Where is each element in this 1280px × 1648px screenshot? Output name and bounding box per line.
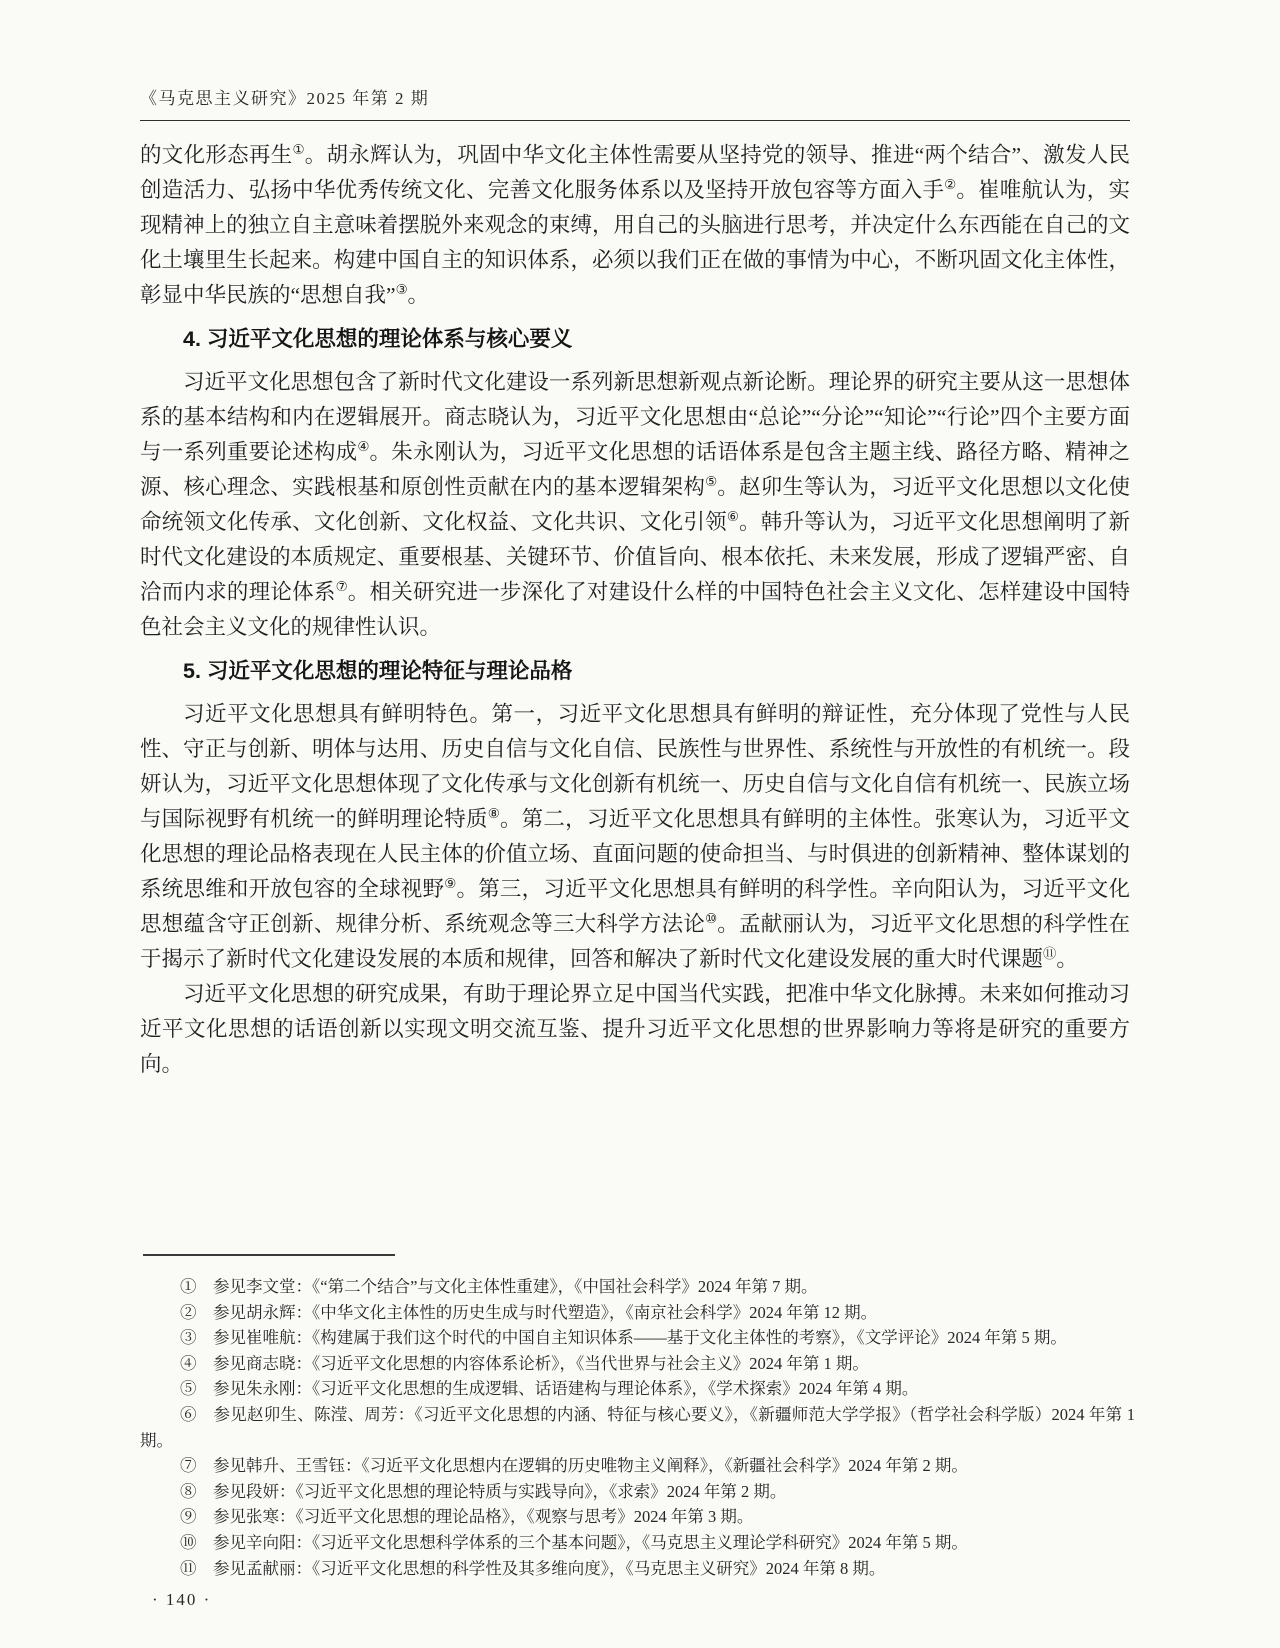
footnote: ⑦ 参见韩升、王雪钰：《习近平文化思想内在逻辑的历史唯物主义阐释》，《新疆社会科学》2024 年第 2 期。 xyxy=(180,1456,968,1476)
body-paragraph: 的文化形态再生①。胡永辉认为，巩固中华文化主体性需要从坚持党的领导、推进“两个结合”、激发人民创造活力、弘扬中华优秀传统文化、完善文化服务体系以及坚持开放包容等方面入手②。崔唯航认为，实现精神上的独立自主意味着摆脱外来观念的束缚，用自己的头脑进行思考，并决定什么东西能在自己的文化土壤里生长起来。构建中国自主的知识体系，必须以我们正在做的事情为中心，不断巩固文化主体性，彰显中华民族的“思想自我”③。 xyxy=(140,141,1130,307)
footnote-ref: ① xyxy=(292,141,305,157)
body-paragraph: 习近平文化思想具有鲜明特色。第一，习近平文化思想具有鲜明的辩证性，充分体现了党性与人民性、守正与创新、明体与达用、历史自信与文化自信、民族性与世界性、系统性与开放性的有机统一。段妍认为，习近平文化思想体现了文化传承与文化创新有机统一、历史自信与文化自信有机统一、民族立场与国际视野有机统一的鲜明理论特质⑧。第二，习近平文化思想具有鲜明的主体性。张寒认为，习近平文化思想的理论品格表现在人民主体的价值立场、直面问题的使命担当、与时俱进的创新精神、整体谋划的系统思维和开放包容的全球视野⑨。第三，习近平文化思想具有鲜明的科学性。辛向阳认为，习近平文化思想蕴含守正创新、规律分析、系统观念等三大科学方法论⑩。孟献丽认为，习近平文化思想的科学性在于揭示了新时代文化建设发展的本质和规律，回答和解决了新时代文化建设发展的重大时代课题⑪。 xyxy=(140,702,1130,971)
footnote: ⑥ 参见赵卯生、陈滢、周芳：《习近平文化思想的内涵、特征与核心要义》，《新疆师范大学学报》（哲学社会科学版）2024 年第 1 期。 xyxy=(140,1404,1135,1450)
footnote-ref: ⑪ xyxy=(1043,945,1057,961)
footnote: ⑧ 参见段妍：《习近平文化思想的理论特质与实践导向》，《求索》2024 年第 2 期。 xyxy=(180,1481,787,1501)
footnote-ref: ⑧ xyxy=(487,805,500,821)
footnote-ref: ⑤ xyxy=(705,473,718,489)
footnote: ② 参见胡永辉：《中华文化主体性的历史生成与时代塑造》，《南京社会科学》2024 年第 12 期。 xyxy=(180,1302,878,1322)
body-paragraph: 习近平文化思想包含了新时代文化建设一系列新思想新观点新论断。理论界的研究主要从这一思想体系的基本结构和内在逻辑展开。商志晓认为，习近平文化思想由“总论”“分论”“知论”“行论”四个主要方面与一系列重要论述构成④。朱永刚认为，习近平文化思想的话语体系是包含主题主线、路径方略、精神之源、核心理念、实践根基和原创性贡献在内的基本逻辑架构⑤。赵卯生等认为，习近平文化思想以文化使命统领文化传承、文化创新、文化权益、文化共识、文化引领⑥。韩升等认为，习近平文化思想阐明了新时代文化建设的本质规定、重要根基、关键环节、价值旨向、根本依托、未来发展，形成了逻辑严密、自洽而内求的理论体系⑦。相关研究进一步深化了对建设什么样的中国特色社会主义文化、怎样建设中国特色社会主义文化的规律性认识。 xyxy=(140,370,1130,639)
section-heading: 4. 习近平文化思想的理论体系与核心要义 xyxy=(183,327,573,351)
footnote-ref: ⑩ xyxy=(705,910,718,926)
body-paragraph: 习近平文化思想的研究成果，有助于理论界立足中国当代实践，把准中华文化脉搏。未来如何推动习近平文化思想的话语创新以实现文明交流互鉴、提升习近平文化思想的世界影响力等将是研究的重要方向。 xyxy=(140,982,1130,1076)
footnote: ⑤ 参见朱永刚：《习近平文化思想的生成逻辑、话语建构与理论体系》，《学术探索》2024 年第 4 期。 xyxy=(180,1379,919,1399)
footnotes-list xyxy=(140,1274,1135,1581)
footnote: ⑩ 参见辛向阳：《习近平文化思想科学体系的三个基本问题》，《马克思主义理论学科研究》2024 年第 5 期。 xyxy=(180,1532,968,1552)
footnote: ⑪ 参见孟献丽：《习近平文化思想的科学性及其多维向度》，《马克思主义研究》2024 年第 8 期。 xyxy=(180,1558,886,1578)
section-heading: 5. 习近平文化思想的理论特征与理论品格 xyxy=(183,659,573,683)
footnote-ref: ② xyxy=(944,176,957,192)
footnote: ④ 参见商志晓：《习近平文化思想的内容体系论析》，《当代世界与社会主义》2024 年第 1 期。 xyxy=(180,1353,869,1373)
footnote: ① 参见李文堂：《“第二个结合”与文化主体性重建》，《中国社会科学》2024 年第 7 期。 xyxy=(180,1277,818,1296)
footnote: ③ 参见崔唯航：《构建属于我们这个时代的中国自主知识体系——基于文化主体性的考察》，《文学评论》2024 年第 5 期。 xyxy=(180,1328,1067,1348)
footnote-ref: ③ xyxy=(395,281,408,297)
header-rule xyxy=(140,120,1130,121)
footnote-ref: ⑦ xyxy=(335,578,348,594)
footnote-ref: ④ xyxy=(357,438,370,454)
footnote: ⑨ 参见张寒：《习近平文化思想的理论品格》，《观察与思考》2024 年第 3 期。 xyxy=(180,1507,754,1527)
page-number: · 140 · xyxy=(152,1590,212,1609)
footnote-ref: ⑥ xyxy=(726,508,739,524)
journal-header: 《马克思主义研究》2025 年第 2 期 xyxy=(140,89,430,108)
footnote-ref: ⑨ xyxy=(444,875,457,891)
article-body xyxy=(140,138,1130,1082)
footnote-separator xyxy=(143,1254,395,1256)
